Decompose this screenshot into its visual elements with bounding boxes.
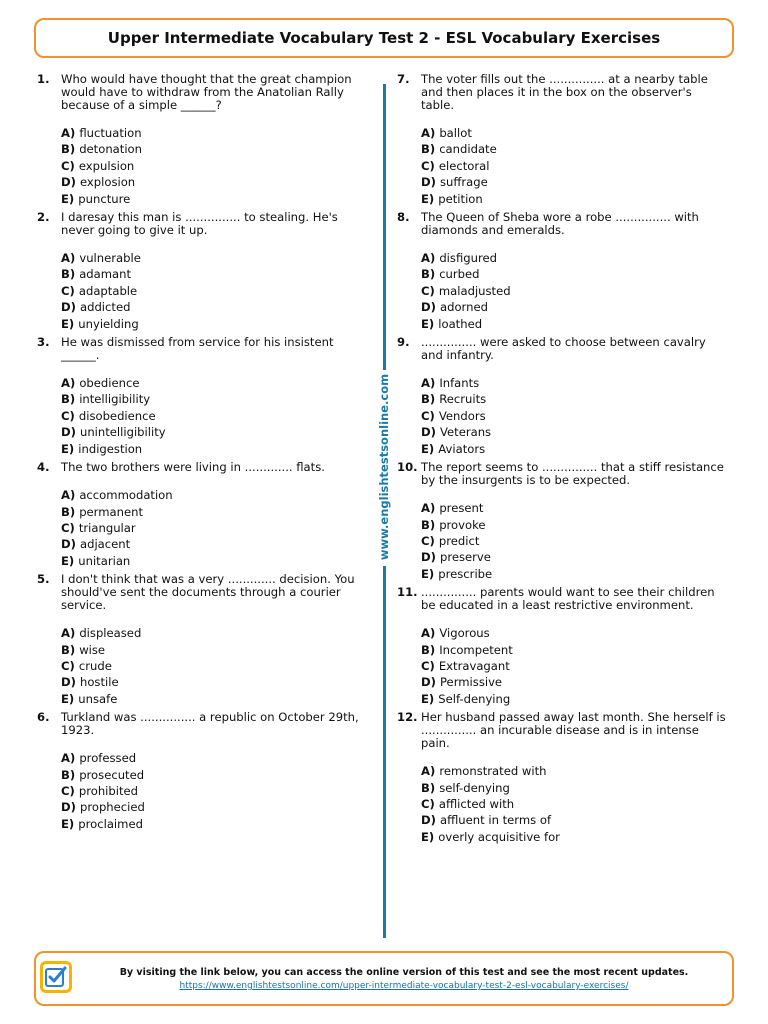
question-text: Turkland was ............... a republic on October 29th, 1923. <box>61 710 359 738</box>
option-b[interactable]: B) detonation <box>61 142 142 157</box>
page-title: Upper Intermediate Vocabulary Test 2 - ESL Vocabulary Exercises <box>34 18 734 58</box>
question-number: 10. <box>397 460 418 475</box>
question-number: 5. <box>37 572 50 587</box>
option-d[interactable]: D) Veterans <box>421 425 492 440</box>
options-list <box>421 625 727 707</box>
options-list <box>61 250 367 332</box>
option-a[interactable]: A) ballot <box>421 126 472 140</box>
question-number: 9. <box>397 335 410 350</box>
option-b[interactable]: B) adamant <box>61 267 132 282</box>
question-text: The Queen of Sheba wore a robe ............... with diamonds and emeralds. <box>421 210 699 238</box>
options-list <box>421 763 727 845</box>
option-e[interactable]: E) puncture <box>61 191 131 206</box>
option-c[interactable]: C) Vendors <box>421 408 486 423</box>
option-d[interactable]: D) Permissive <box>421 675 503 690</box>
column-divider-bottom <box>383 566 386 938</box>
question-text: The two brothers were living in ............. flats. <box>61 460 325 475</box>
question-5 <box>37 573 367 707</box>
option-c[interactable]: C) predict <box>421 533 480 548</box>
question-number: 12. <box>397 710 418 725</box>
option-b[interactable]: B) Recruits <box>421 392 487 407</box>
options-list <box>61 487 367 569</box>
question-12 <box>397 711 727 845</box>
option-d[interactable]: D) suffrage <box>421 175 488 190</box>
test-url-link[interactable]: https://www.englishtestsonline.com/upper-intermediate-vocabulary-test-2-esl-vocabulary-exercises/ <box>179 981 629 991</box>
options-list <box>421 250 727 332</box>
question-text: ............... were asked to choose between cavalry and infantry. <box>421 335 706 363</box>
option-e[interactable]: E) unyielding <box>61 316 139 331</box>
question-text: The voter fills out the ............... at a nearby table and then places it in the box on the observer's table. <box>421 72 708 112</box>
checkbox-icon <box>40 961 72 993</box>
option-a[interactable]: A) accommodation <box>61 488 173 503</box>
option-e[interactable]: E) petition <box>421 191 483 206</box>
option-a[interactable]: A) disfigured <box>421 251 497 266</box>
option-a[interactable]: A) displeased <box>61 626 142 641</box>
question-6 <box>37 711 367 832</box>
option-b[interactable]: B) prosecuted <box>61 767 145 782</box>
question-text: The report seems to ............... that a stiff resistance by the insurgents is to be expected. <box>421 460 724 488</box>
option-d[interactable]: D) hostile <box>61 675 119 690</box>
question-1 <box>37 73 367 207</box>
option-d[interactable]: D) explosion <box>61 175 136 190</box>
question-number: 4. <box>37 460 50 475</box>
option-a[interactable]: A) Infants <box>421 376 480 391</box>
option-c[interactable]: C) adaptable <box>61 283 138 298</box>
option-e[interactable]: E) Aviators <box>421 441 486 456</box>
question-text: He was dismissed from service for his insistent ______. <box>61 335 334 363</box>
option-c[interactable]: C) triangular <box>61 520 136 535</box>
option-d[interactable]: D) prophecied <box>61 800 145 815</box>
option-a[interactable]: A) fluctuation <box>61 126 142 140</box>
website-vertical-label: www.englishtestsonline.com <box>377 373 391 561</box>
option-a[interactable]: A) obedience <box>61 376 140 391</box>
option-c[interactable]: C) afflicted with <box>421 796 515 811</box>
option-e[interactable]: E) overly acquisitive for <box>421 829 560 844</box>
question-text: Who would have thought that the great champion would have to withdraw from the Anatolian Rally because of a simple ______? <box>61 72 352 112</box>
option-c[interactable]: C) crude <box>61 658 112 673</box>
options-list <box>421 125 727 207</box>
option-b[interactable]: B) self-denying <box>421 780 510 795</box>
option-e[interactable]: E) loathed <box>421 316 483 331</box>
question-text: Her husband passed away last month. She herself is ............... an incurable disease and is in intense pain. <box>421 710 726 751</box>
options-list <box>61 125 367 207</box>
question-8 <box>397 211 727 332</box>
question-number: 8. <box>397 210 410 225</box>
question-number: 3. <box>37 335 50 350</box>
question-10 <box>397 461 727 582</box>
option-e[interactable]: E) proclaimed <box>61 816 143 831</box>
right-question-column <box>397 73 727 845</box>
question-number: 11. <box>397 585 418 600</box>
option-c[interactable]: C) Extravagant <box>421 658 510 673</box>
option-d[interactable]: D) unintelligibility <box>61 425 166 440</box>
question-number: 6. <box>37 710 50 725</box>
option-a[interactable]: A) present <box>421 501 484 516</box>
question-text: I daresay this man is ............... to stealing. He's never going to give it up. <box>61 210 338 238</box>
question-4 <box>37 461 367 569</box>
option-a[interactable]: A) remonstrated with <box>421 764 547 779</box>
question-9 <box>397 336 727 457</box>
options-list <box>61 375 367 457</box>
options-list <box>421 375 727 457</box>
question-number: 1. <box>37 72 50 86</box>
question-3 <box>37 336 367 457</box>
option-b[interactable]: B) provoke <box>421 517 486 532</box>
option-d[interactable]: D) adjacent <box>61 537 131 552</box>
option-b[interactable]: B) intelligibility <box>61 392 151 407</box>
column-divider-top <box>383 84 386 370</box>
option-c[interactable]: C) expulsion <box>61 158 135 173</box>
question-number: 7. <box>397 72 410 86</box>
option-d[interactable]: D) preserve <box>421 550 491 565</box>
option-a[interactable]: A) Vigorous <box>421 626 490 641</box>
option-b[interactable]: B) curbed <box>421 267 480 282</box>
option-d[interactable]: D) addicted <box>61 300 131 315</box>
option-e[interactable]: E) unitarian <box>61 553 131 568</box>
question-7 <box>397 73 727 207</box>
footer-banner <box>34 951 734 1006</box>
question-text: I don't think that was a very ............. decision. You should've sent the documents through a courier service. <box>61 572 355 613</box>
option-d[interactable]: D) affluent in terms of <box>421 813 552 828</box>
option-b[interactable]: B) wise <box>61 642 106 657</box>
option-b[interactable]: B) Incompetent <box>421 642 513 657</box>
options-list <box>61 750 367 832</box>
option-b[interactable]: B) candidate <box>421 142 497 157</box>
option-e[interactable]: E) indigestion <box>61 441 143 456</box>
question-number: 2. <box>37 210 50 225</box>
left-question-column <box>37 73 367 832</box>
question-11 <box>397 586 727 707</box>
option-e[interactable]: E) unsafe <box>61 691 118 706</box>
option-d[interactable]: D) adorned <box>421 300 488 315</box>
option-c[interactable]: C) prohibited <box>61 783 139 798</box>
option-e[interactable]: E) prescribe <box>421 566 493 581</box>
option-c[interactable]: C) disobedience <box>61 408 156 423</box>
options-list <box>421 500 727 582</box>
question-text: ............... parents would want to see their children be educated in a least restrictive environment. <box>421 585 715 613</box>
option-b[interactable]: B) permanent <box>61 504 144 519</box>
options-list <box>61 625 367 707</box>
option-c[interactable]: C) electoral <box>421 158 490 173</box>
footer-notice: By visiting the link below, you can access the online version of this test and see the most recent updates. <box>119 967 689 978</box>
option-a[interactable]: A) vulnerable <box>61 251 141 266</box>
option-e[interactable]: E) Self-denying <box>421 691 511 706</box>
option-c[interactable]: C) maladjusted <box>421 283 511 298</box>
option-a[interactable]: A) professed <box>61 751 137 766</box>
question-2 <box>37 211 367 332</box>
